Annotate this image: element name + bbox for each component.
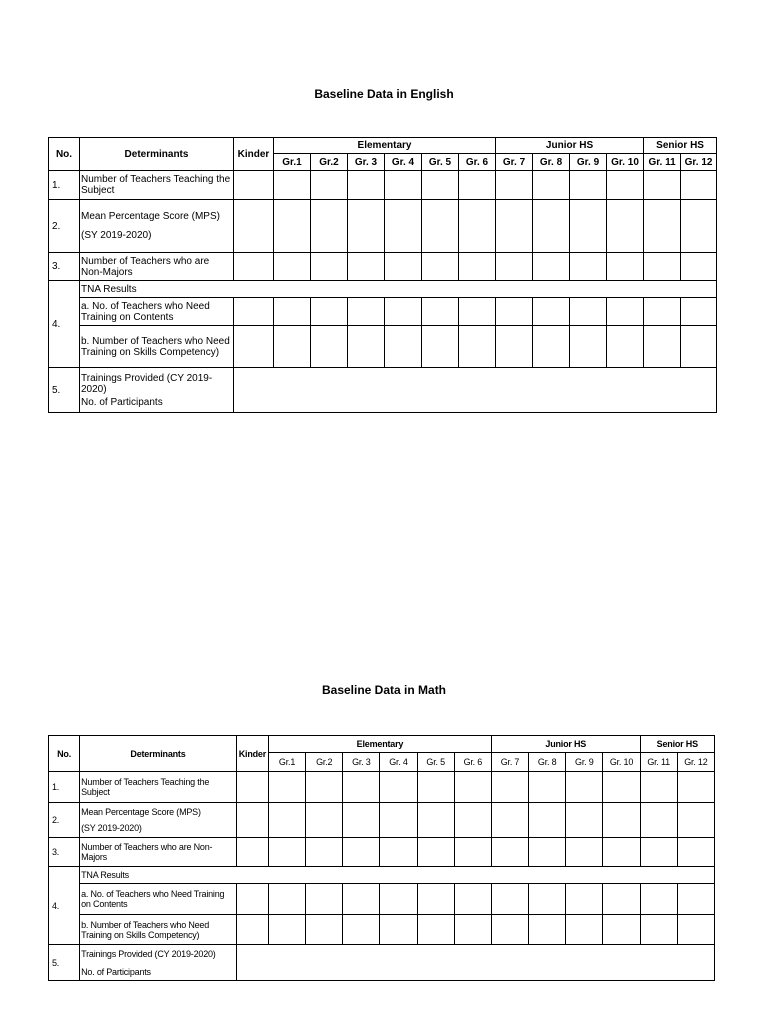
header-determinants: Determinants: [80, 736, 237, 772]
data-cell[interactable]: [607, 253, 644, 281]
data-cell[interactable]: [603, 915, 640, 945]
data-cell[interactable]: [417, 772, 454, 803]
data-cell[interactable]: [607, 200, 644, 253]
data-cell[interactable]: [417, 803, 454, 838]
data-cell[interactable]: [306, 884, 343, 915]
data-cell[interactable]: [607, 326, 644, 368]
data-cell[interactable]: [380, 838, 417, 867]
data-cell[interactable]: [570, 171, 607, 200]
header-grade: Gr. 6: [459, 154, 496, 171]
table-row: [49, 200, 717, 253]
data-cell[interactable]: [459, 171, 496, 200]
header-no: No.: [49, 736, 80, 772]
data-cell[interactable]: [566, 915, 603, 945]
header-grade: Gr. 9: [570, 154, 607, 171]
row-label-cell: [80, 368, 234, 413]
data-cell[interactable]: [234, 253, 274, 281]
row-number: 5.: [49, 368, 80, 413]
data-cell[interactable]: [385, 253, 422, 281]
data-cell[interactable]: [348, 171, 385, 200]
data-cell[interactable]: [491, 803, 528, 838]
header-kinder: Kinder: [236, 736, 268, 772]
header-no: No.: [49, 138, 80, 171]
table-row: [49, 838, 715, 867]
data-cell[interactable]: [268, 884, 305, 915]
data-cell[interactable]: [417, 884, 454, 915]
data-cell[interactable]: [380, 884, 417, 915]
data-cell[interactable]: [570, 200, 607, 253]
row-label: TNA Results: [80, 867, 715, 884]
table-title-english: Baseline Data in English: [314, 87, 454, 101]
table-row: [49, 867, 715, 884]
data-cell[interactable]: [380, 803, 417, 838]
data-cell[interactable]: [644, 298, 681, 326]
row-sublabel: (SY 2019-2020): [81, 823, 142, 833]
data-cell[interactable]: [566, 838, 603, 867]
row-label-cell: [80, 200, 234, 253]
row-label: b. Number of Teachers who Need Training on Skills Competency): [80, 915, 237, 945]
data-cell[interactable]: [533, 253, 570, 281]
row-label: a. No. of Teachers who Need Training on Contents: [80, 298, 234, 326]
data-cell[interactable]: [566, 884, 603, 915]
data-cell[interactable]: [529, 884, 566, 915]
table-row: [49, 281, 717, 298]
header-grade: Gr. 11: [640, 753, 677, 772]
header-kinder: Kinder: [234, 138, 274, 171]
row-number: 5.: [49, 945, 80, 981]
data-cell[interactable]: [348, 253, 385, 281]
data-cell[interactable]: [422, 326, 459, 368]
data-cell[interactable]: [644, 253, 681, 281]
data-cell[interactable]: [274, 298, 311, 326]
row-label: Number of Teachers Teaching the Subject: [80, 171, 234, 200]
data-cell[interactable]: [422, 253, 459, 281]
data-cell[interactable]: [380, 915, 417, 945]
data-cell[interactable]: [491, 838, 528, 867]
header-grade: Gr. 5: [422, 154, 459, 171]
data-cell[interactable]: [459, 326, 496, 368]
header-grade: Gr. 8: [533, 154, 570, 171]
data-cell[interactable]: [268, 838, 305, 867]
data-cell[interactable]: [677, 915, 714, 945]
data-cell[interactable]: [385, 326, 422, 368]
data-cell[interactable]: [640, 803, 677, 838]
header-grade: Gr. 4: [380, 753, 417, 772]
data-cell[interactable]: [496, 253, 533, 281]
data-cell[interactable]: [348, 326, 385, 368]
header-grade: Gr. 10: [603, 753, 640, 772]
data-cell[interactable]: [677, 884, 714, 915]
data-cell[interactable]: [644, 326, 681, 368]
data-cell[interactable]: [343, 884, 380, 915]
table-title-math: Baseline Data in Math: [321, 683, 447, 697]
data-cell[interactable]: [496, 326, 533, 368]
data-cell[interactable]: [459, 298, 496, 326]
data-cell[interactable]: [644, 171, 681, 200]
header-grade: Gr. 4: [385, 154, 422, 171]
header-grade: Gr.1: [268, 753, 305, 772]
data-cell[interactable]: [533, 200, 570, 253]
data-cell[interactable]: [681, 253, 717, 281]
merged-data-cell[interactable]: [234, 368, 717, 413]
row-number: 1.: [49, 772, 80, 803]
header-determinants: Determinants: [80, 138, 234, 171]
data-cell[interactable]: [533, 171, 570, 200]
header-grade: Gr. 7: [491, 753, 528, 772]
table-row: [49, 884, 715, 915]
data-cell[interactable]: [306, 915, 343, 945]
data-cell[interactable]: [570, 253, 607, 281]
header-grade: Gr. 5: [417, 753, 454, 772]
data-cell[interactable]: [274, 326, 311, 368]
data-cell[interactable]: [268, 772, 305, 803]
data-cell[interactable]: [640, 884, 677, 915]
data-cell[interactable]: [644, 200, 681, 253]
data-cell[interactable]: [385, 200, 422, 253]
row-label: Mean Percentage Score (MPS): [81, 211, 220, 222]
table-row: [49, 368, 717, 413]
table-row: [49, 803, 715, 838]
data-cell[interactable]: [491, 772, 528, 803]
data-cell[interactable]: [422, 298, 459, 326]
row-label-cell: [80, 945, 237, 981]
row-sublabel: No. of Participants: [81, 396, 163, 408]
data-cell[interactable]: [496, 200, 533, 253]
data-cell[interactable]: [681, 200, 717, 253]
row-label: Mean Percentage Score (MPS): [81, 807, 201, 817]
data-cell[interactable]: [681, 298, 717, 326]
data-cell[interactable]: [343, 838, 380, 867]
data-cell[interactable]: [529, 772, 566, 803]
data-cell[interactable]: [236, 884, 268, 915]
header-grade: Gr.1: [274, 154, 311, 171]
data-cell[interactable]: [274, 253, 311, 281]
data-cell[interactable]: [640, 772, 677, 803]
row-label: Trainings Provided (CY 2019-2020): [81, 372, 213, 395]
header-junior-hs: Junior HS: [496, 138, 644, 154]
baseline-table-english: [48, 137, 717, 413]
header-senior-hs: Senior HS: [644, 138, 717, 154]
merged-data-cell[interactable]: [236, 945, 714, 981]
data-cell[interactable]: [603, 838, 640, 867]
table-row: [49, 772, 715, 803]
data-cell[interactable]: [343, 915, 380, 945]
header-grade: Gr. 3: [348, 154, 385, 171]
data-cell[interactable]: [422, 200, 459, 253]
data-cell[interactable]: [454, 772, 491, 803]
data-cell[interactable]: [311, 298, 348, 326]
row-label: Number of Teachers Teaching the Subject: [80, 772, 237, 803]
header-grade: Gr. 3: [343, 753, 380, 772]
data-cell[interactable]: [529, 838, 566, 867]
data-cell[interactable]: [681, 326, 717, 368]
data-cell[interactable]: [533, 298, 570, 326]
data-cell[interactable]: [496, 298, 533, 326]
data-cell[interactable]: [306, 803, 343, 838]
data-cell[interactable]: [570, 298, 607, 326]
header-grade: Gr. 12: [677, 753, 714, 772]
data-cell[interactable]: [236, 772, 268, 803]
data-cell[interactable]: [603, 884, 640, 915]
table-row: [49, 253, 717, 281]
data-cell[interactable]: [417, 915, 454, 945]
table-row: [49, 298, 717, 326]
row-number: 4.: [49, 281, 80, 368]
data-cell[interactable]: [311, 326, 348, 368]
header-junior-hs: Junior HS: [491, 736, 640, 753]
data-cell[interactable]: [311, 171, 348, 200]
row-label: b. Number of Teachers who Need Training on Skills Competency): [80, 326, 234, 368]
data-cell[interactable]: [417, 838, 454, 867]
header-grade: Gr. 7: [496, 154, 533, 171]
data-cell[interactable]: [422, 171, 459, 200]
data-cell[interactable]: [603, 772, 640, 803]
row-label: Number of Teachers who are Non-Majors: [80, 838, 237, 867]
data-cell[interactable]: [236, 838, 268, 867]
header-elementary: Elementary: [274, 138, 496, 154]
data-cell[interactable]: [677, 838, 714, 867]
data-cell[interactable]: [454, 915, 491, 945]
data-cell[interactable]: [459, 253, 496, 281]
header-elementary: Elementary: [268, 736, 491, 753]
data-cell[interactable]: [570, 326, 607, 368]
data-cell[interactable]: [234, 298, 274, 326]
data-cell[interactable]: [677, 772, 714, 803]
data-cell[interactable]: [236, 915, 268, 945]
data-cell[interactable]: [385, 171, 422, 200]
table-row: [49, 326, 717, 368]
data-cell[interactable]: [380, 772, 417, 803]
row-label: Trainings Provided (CY 2019-2020): [81, 948, 216, 959]
data-cell[interactable]: [268, 803, 305, 838]
data-cell[interactable]: [529, 915, 566, 945]
data-cell[interactable]: [343, 803, 380, 838]
data-cell[interactable]: [459, 200, 496, 253]
data-cell[interactable]: [677, 803, 714, 838]
data-cell[interactable]: [274, 171, 311, 200]
row-number: 2.: [49, 803, 80, 838]
data-cell[interactable]: [454, 884, 491, 915]
data-cell[interactable]: [491, 915, 528, 945]
data-cell[interactable]: [348, 200, 385, 253]
header-grade: Gr.2: [306, 753, 343, 772]
row-number: 3.: [49, 838, 80, 867]
header-senior-hs: Senior HS: [640, 736, 714, 753]
data-cell[interactable]: [311, 200, 348, 253]
data-cell[interactable]: [607, 298, 644, 326]
header-grade: Gr. 10: [607, 154, 644, 171]
data-cell[interactable]: [234, 171, 274, 200]
table-row: [49, 915, 715, 945]
header-grade: Gr. 12: [681, 154, 717, 171]
data-cell[interactable]: [603, 803, 640, 838]
data-cell[interactable]: [566, 803, 603, 838]
data-cell[interactable]: [533, 326, 570, 368]
header-grade: Gr. 6: [454, 753, 491, 772]
data-cell[interactable]: [454, 803, 491, 838]
data-cell[interactable]: [234, 326, 274, 368]
header-grade: Gr.2: [311, 154, 348, 171]
data-cell[interactable]: [348, 298, 385, 326]
data-cell[interactable]: [236, 803, 268, 838]
row-label-cell: [80, 803, 237, 838]
row-label: a. No. of Teachers who Need Training on Contents: [80, 884, 237, 915]
row-number: 1.: [49, 171, 80, 200]
data-cell[interactable]: [607, 171, 644, 200]
data-cell[interactable]: [343, 772, 380, 803]
data-cell[interactable]: [234, 200, 274, 253]
row-label: TNA Results: [80, 281, 717, 298]
data-cell[interactable]: [311, 253, 348, 281]
data-cell[interactable]: [681, 171, 717, 200]
data-cell[interactable]: [496, 171, 533, 200]
header-grade: Gr. 9: [566, 753, 603, 772]
data-cell[interactable]: [306, 838, 343, 867]
data-cell[interactable]: [640, 838, 677, 867]
data-cell[interactable]: [385, 298, 422, 326]
table-row: [49, 171, 717, 200]
row-number: 3.: [49, 253, 80, 281]
data-cell[interactable]: [274, 200, 311, 253]
baseline-table-math: [48, 735, 715, 981]
row-sublabel: (SY 2019-2020): [81, 230, 152, 241]
data-cell[interactable]: [268, 915, 305, 945]
row-sublabel: No. of Participants: [81, 966, 151, 977]
data-cell[interactable]: [566, 772, 603, 803]
row-number: 4.: [49, 867, 80, 945]
header-grade: Gr. 11: [644, 154, 681, 171]
data-cell[interactable]: [306, 772, 343, 803]
table-row: [49, 945, 715, 981]
row-number: 2.: [49, 200, 80, 253]
row-label: Number of Teachers who are Non-Majors: [80, 253, 234, 281]
data-cell[interactable]: [640, 915, 677, 945]
data-cell[interactable]: [491, 884, 528, 915]
header-grade: Gr. 8: [529, 753, 566, 772]
data-cell[interactable]: [529, 803, 566, 838]
data-cell[interactable]: [454, 838, 491, 867]
